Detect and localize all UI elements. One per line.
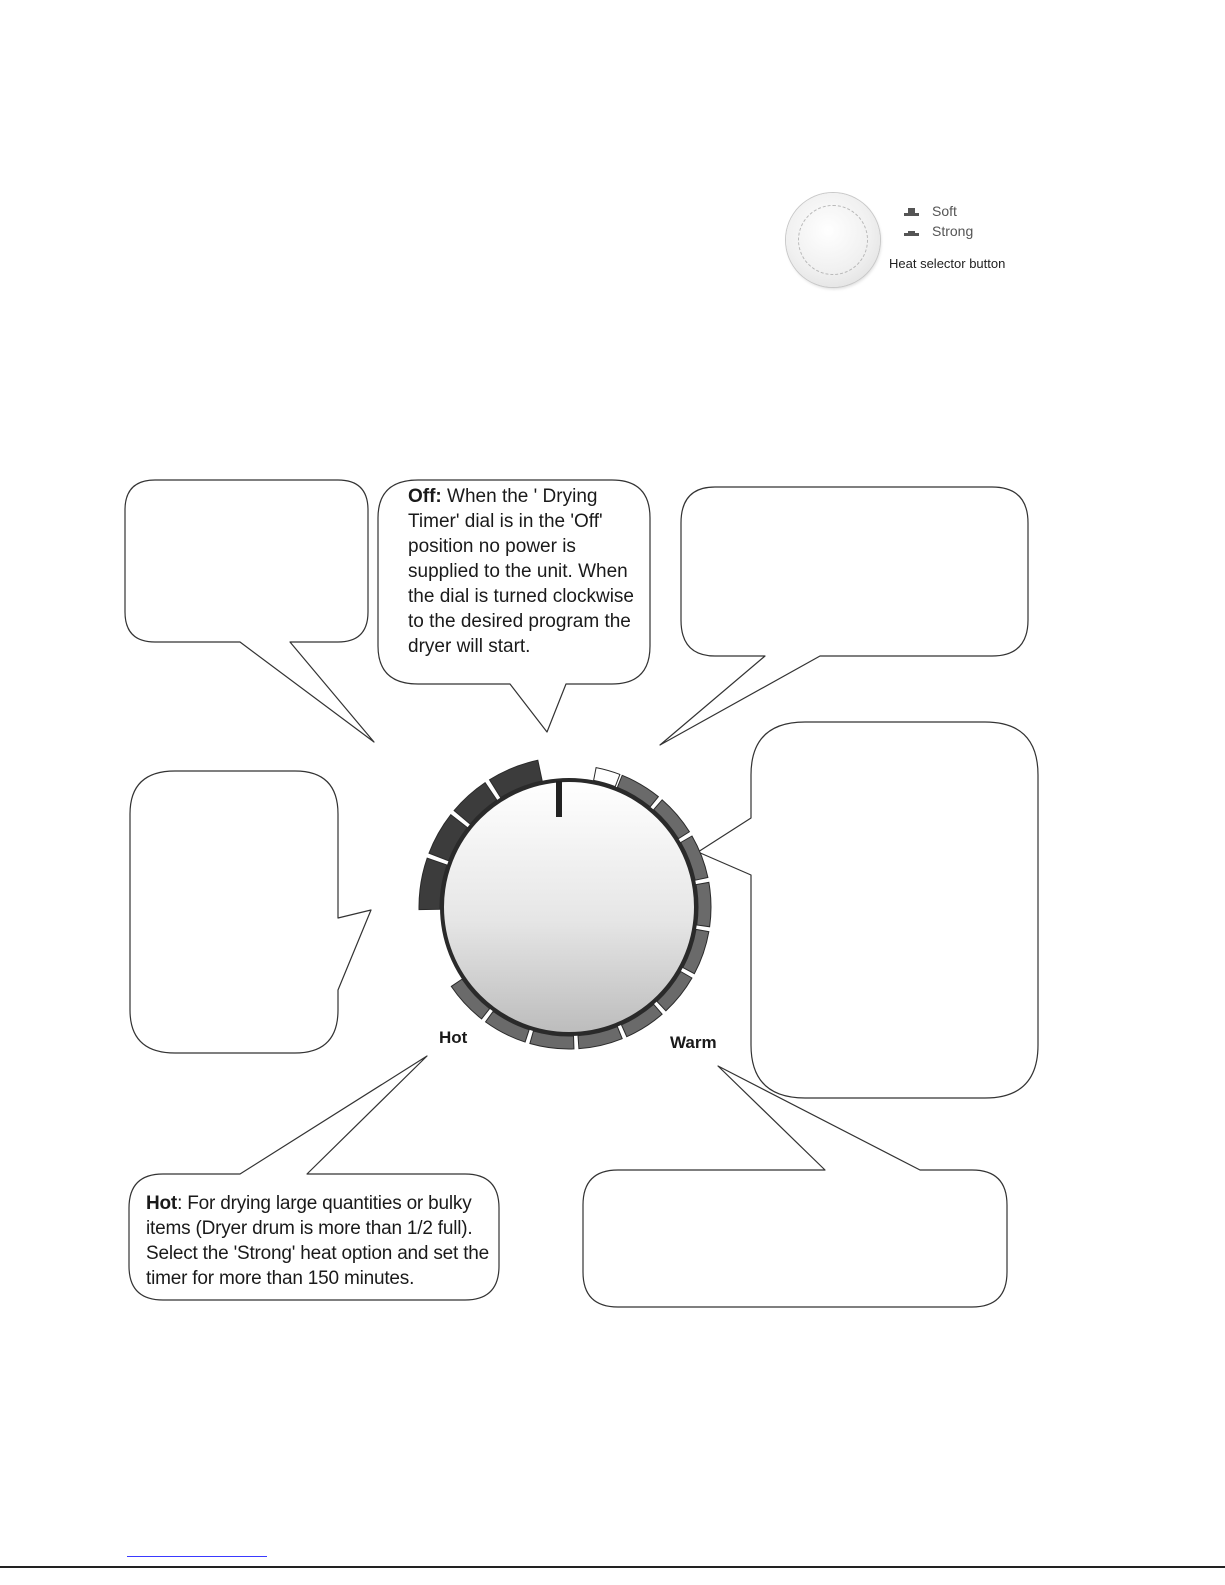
off-callout-body: When the ' Drying Timer' dial is in the 'Off' position no power is supplied to the unit. When the dial is turned clockwise to the desired program the dryer will start. xyxy=(408,486,634,657)
off-callout-text xyxy=(408,484,648,659)
callout-top-right xyxy=(660,487,1028,745)
dial-label-warm: Warm xyxy=(670,1033,717,1052)
hot-callout-body: : For drying large quantities or bulky items (Dryer drum is more than 1/2 full). Select the 'Strong' heat option and set the timer for more than 150 minutes. xyxy=(146,1193,490,1289)
callout-warm xyxy=(583,1066,1007,1307)
dial-segment-4 xyxy=(696,882,711,926)
hot-callout-text xyxy=(146,1191,501,1291)
callout-top-left xyxy=(125,480,374,742)
callout-left xyxy=(130,771,371,1053)
dial-label-hot: Hot xyxy=(439,1028,468,1047)
footer-link-underline[interactable] xyxy=(127,1556,267,1557)
dial-pointer xyxy=(556,781,562,817)
callout-right xyxy=(698,722,1038,1098)
heat-selector-caption: Heat selector button xyxy=(889,256,1006,271)
legend-strong-label: Strong xyxy=(932,223,974,239)
hot-callout-title: Hot xyxy=(146,1193,178,1214)
drying-timer-dial xyxy=(419,760,711,1049)
off-callout-title: Off: xyxy=(408,486,442,507)
footer-rule xyxy=(0,1566,1225,1568)
legend-soft-label: Soft xyxy=(932,203,957,219)
